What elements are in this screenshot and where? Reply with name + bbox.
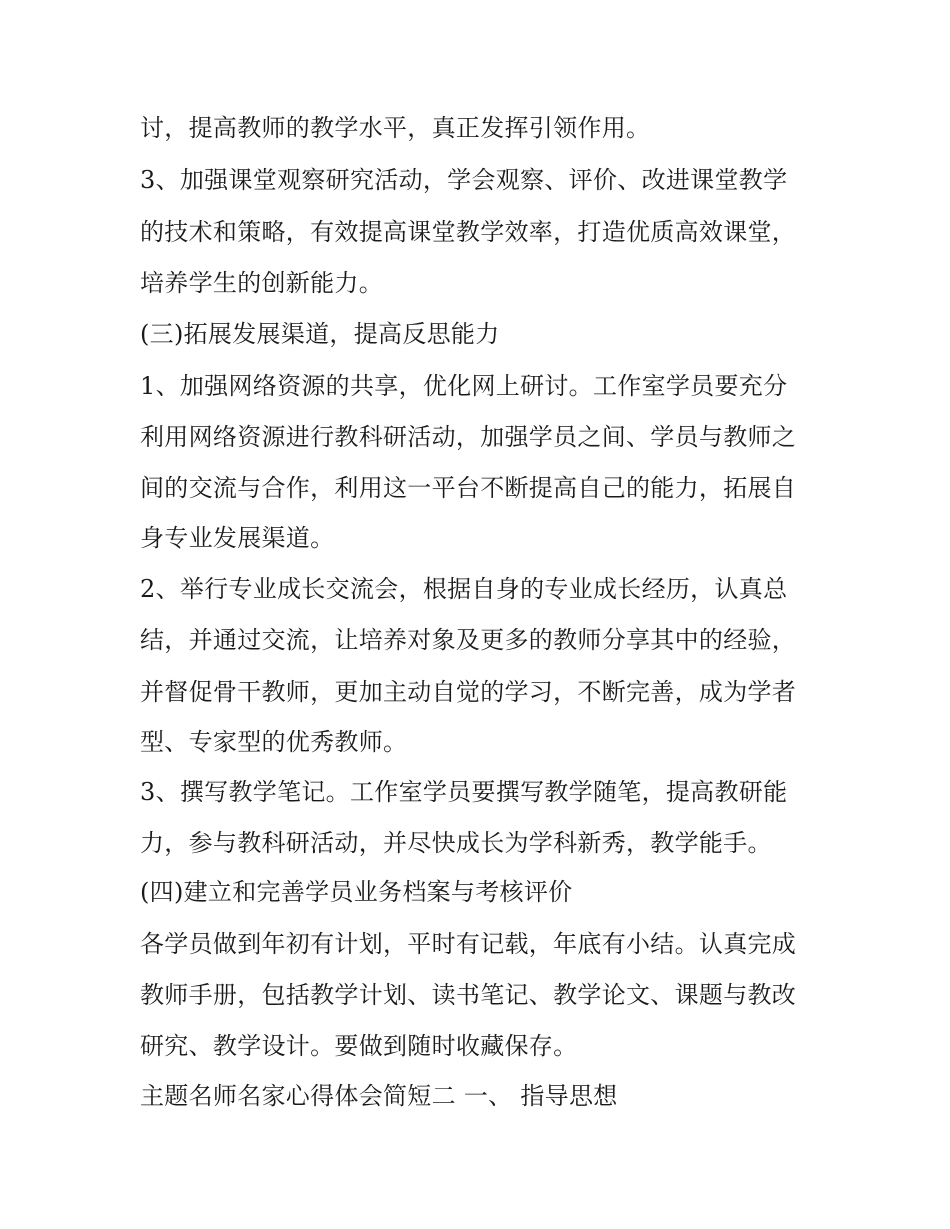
text-line: 3、加强课堂观察研究活动，学会观察、评价、改进课堂教学 (140, 166, 788, 194)
text-line: 2、举行专业成长交流会，根据自身的专业成长经历，认真总 (140, 575, 788, 603)
section-heading: (四)建立和完善学员业务档案与考核评价 (140, 878, 573, 906)
text-line: 并督促骨干教师，更加主动自觉的学习，不断完善，成为学者 (140, 678, 797, 706)
text-line: 力，参与教科研活动，并尽快成长为学科新秀，教学能手。 (140, 829, 772, 857)
text-line: 利用网络资源进行教科研活动，加强学员之间、学员与教师之 (140, 423, 797, 451)
text-line: 主题名师名家心得体会简短二 一、 指导思想 (140, 1082, 618, 1110)
text-line: 结，并通过交流，让培养对象及更多的教师分享其中的经验， (140, 626, 797, 654)
text-line: 各学员做到年初有计划，平时有记载，年底有小结。认真完成 (140, 930, 797, 958)
section-heading: (三)拓展发展渠道，提高反思能力 (140, 320, 500, 348)
text-line: 的技术和策略，有效提高课堂教学效率，打造优质高效课堂， (140, 218, 797, 246)
text-line: 型、专家型的优秀教师。 (140, 728, 408, 756)
text-line: 3、撰写教学笔记。工作室学员要撰写教学随笔，提高教研能 (140, 778, 788, 806)
text-line: 讨，提高教师的教学水平，真正发挥引领作用。 (140, 114, 651, 142)
text-line: 身专业发展渠道。 (140, 524, 335, 552)
text-line: 教师手册，包括教学计划、读书笔记、教学论文、课题与教改 (140, 981, 797, 1009)
text-line: 间的交流与合作，利用这一平台不断提高自己的能力，拓展自 (140, 474, 797, 502)
text-line: 培养学生的创新能力。 (140, 269, 383, 297)
text-line: 研究、教学设计。要做到随时收藏保存。 (140, 1032, 578, 1060)
text-line: 1、加强网络资源的共享，优化网上研讨。工作室学员要充分 (140, 372, 788, 400)
